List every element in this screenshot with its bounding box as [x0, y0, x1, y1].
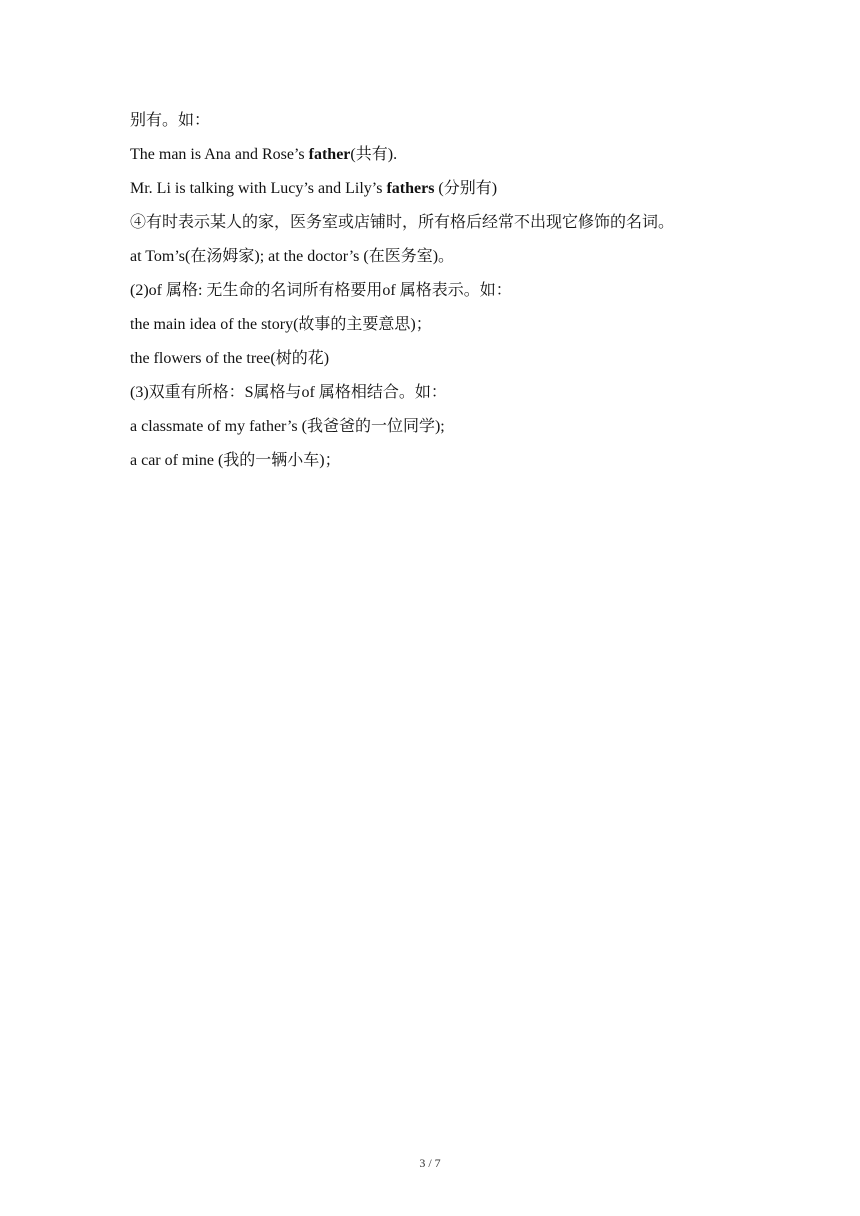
- text-segment: (3)双重有所格：S属格与of 属格相结合。如：: [130, 384, 447, 401]
- text-line: [130, 274, 770, 308]
- text-segment: at Tom’s(在汤姆家); at the doctor’s (在医务室)。: [130, 248, 455, 265]
- text-segment: the main idea of the story(故事的主要意思)；: [130, 316, 432, 333]
- text-segment: a car of mine (我的一辆小车)；: [130, 452, 341, 469]
- text-line: [130, 342, 770, 376]
- page-number: 3 / 7: [419, 1156, 441, 1170]
- text-line: [130, 308, 770, 342]
- text-line: [130, 376, 770, 410]
- text-segment: 别有。如：: [130, 112, 211, 129]
- text-segment: a classmate of my father’s (我爸爸的一位同学);: [130, 418, 445, 435]
- text-line: [130, 410, 770, 444]
- text-line: [130, 206, 770, 240]
- text-line: [130, 172, 770, 206]
- text-segment: (2)of 属格: 无生命的名词所有格要用of 属格表示。如：: [130, 282, 512, 299]
- text-line: [130, 444, 770, 478]
- text-line: [130, 138, 770, 172]
- document-body: [130, 104, 770, 478]
- text-segment: ④有时表示某人的家，医务室或店铺时，所有格后经常不出现它修饰的名词。: [130, 214, 675, 231]
- text-line: [130, 104, 770, 138]
- text-segment: The man is Ana and Rose’s: [130, 146, 309, 163]
- text-segment: Mr. Li is talking with Lucy’s and Lily’s: [130, 180, 387, 197]
- text-segment: the flowers of the tree(树的花): [130, 350, 330, 367]
- bold-text: fathers: [386, 180, 435, 197]
- text-segment: (共有).: [350, 146, 398, 163]
- text-segment: (分别有): [434, 180, 498, 197]
- bold-text: father: [308, 146, 351, 163]
- text-line: [130, 240, 770, 274]
